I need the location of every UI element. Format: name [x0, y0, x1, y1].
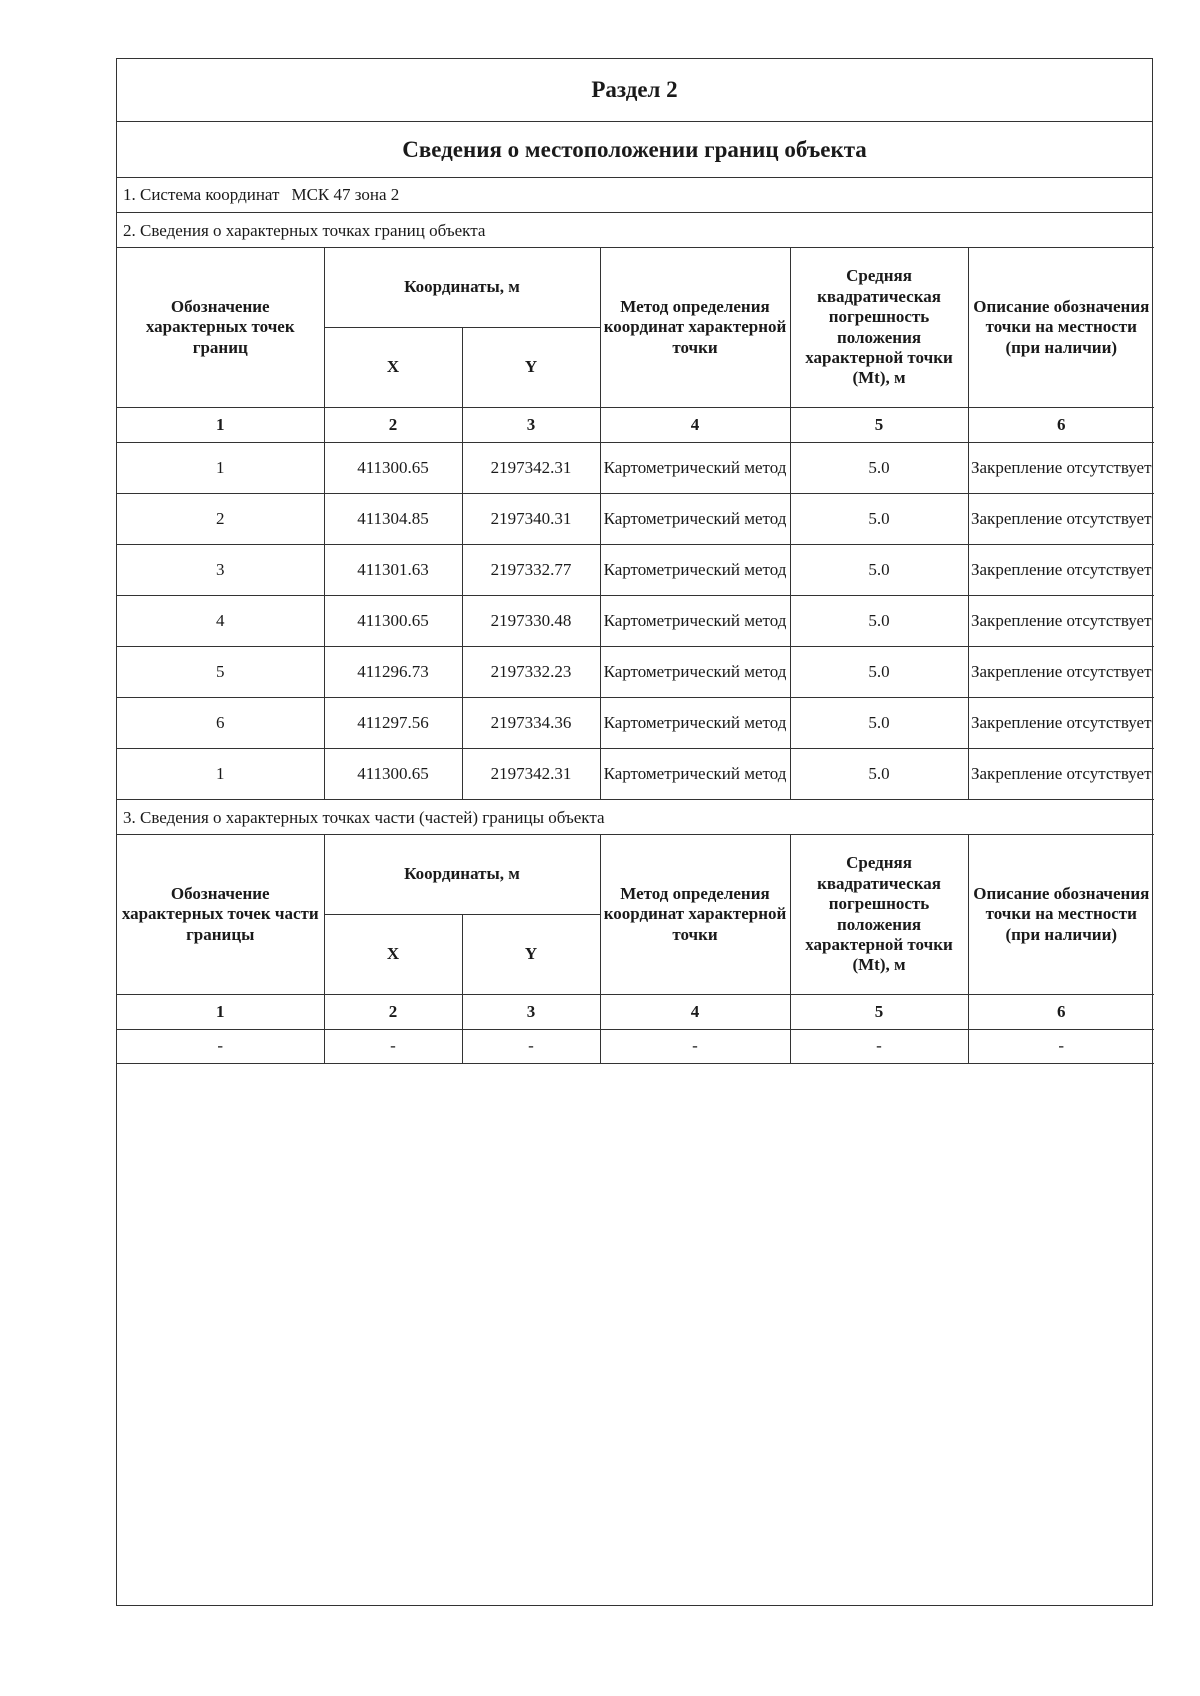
error-cell: 5.0	[790, 698, 968, 749]
coord-system-value: МСК 47 зона 2	[291, 185, 400, 204]
point-id-cell: 2	[117, 494, 324, 545]
x-coordinate-cell: 411300.65	[324, 749, 462, 800]
table-row	[117, 749, 1154, 800]
col-number: 3	[462, 995, 600, 1030]
x-coordinate-cell: 411300.65	[324, 443, 462, 494]
description-cell: Закрепление отсутствует	[968, 749, 1154, 800]
method-cell: Картометрический метод	[600, 596, 790, 647]
header-method: Метод определения координат характерной точки	[600, 248, 790, 408]
empty-cell: -	[790, 1030, 968, 1064]
x-coordinate-cell: 411301.63	[324, 545, 462, 596]
point-id-cell: 4	[117, 596, 324, 647]
col-number: 6	[968, 995, 1154, 1030]
header-designation: Обозначение характерных точек границ	[117, 248, 324, 408]
boundary-points-table	[117, 247, 1154, 800]
header-error: Средняя квадратическая погрешность положения характерной точки (Mt), м	[790, 248, 968, 408]
x-coordinate-cell: 411300.65	[324, 596, 462, 647]
method-cell: Картометрический метод	[600, 494, 790, 545]
y-coordinate-cell: 2197342.31	[462, 443, 600, 494]
header-description: Описание обозначения точки на местности (при наличии)	[968, 835, 1154, 995]
y-coordinate-cell: 2197330.48	[462, 596, 600, 647]
header-y: Y	[462, 915, 600, 995]
col-number: 1	[117, 408, 324, 443]
coord-system-label: 1. Система координат	[123, 185, 280, 204]
method-cell: Картометрический метод	[600, 545, 790, 596]
description-cell: Закрепление отсутствует	[968, 596, 1154, 647]
method-cell: Картометрический метод	[600, 443, 790, 494]
error-cell: 5.0	[790, 749, 968, 800]
method-cell: Картометрический метод	[600, 698, 790, 749]
table-row	[117, 647, 1154, 698]
col-number: 2	[324, 995, 462, 1030]
error-cell: 5.0	[790, 647, 968, 698]
description-cell: Закрепление отсутствует	[968, 698, 1154, 749]
y-coordinate-cell: 2197332.23	[462, 647, 600, 698]
error-cell: 5.0	[790, 443, 968, 494]
col-number: 1	[117, 995, 324, 1030]
points-heading: 2. Сведения о характерных точках границ объекта	[123, 220, 486, 240]
x-coordinate-cell: 411297.56	[324, 698, 462, 749]
parts-heading: 3. Сведения о характерных точках части (частей) границы объекта	[123, 807, 605, 827]
description-cell: Закрепление отсутствует	[968, 545, 1154, 596]
table-row	[117, 596, 1154, 647]
header-coordinates: Координаты, м	[324, 248, 600, 328]
document-title: Сведения о местоположении границ объекта	[117, 122, 1152, 178]
point-id-cell: 6	[117, 698, 324, 749]
description-cell: Закрепление отсутствует	[968, 647, 1154, 698]
method-cell: Картометрический метод	[600, 749, 790, 800]
description-cell: Закрепление отсутствует	[968, 494, 1154, 545]
empty-cell: -	[462, 1030, 600, 1064]
column-numbers-row	[117, 408, 1154, 443]
header-x: X	[324, 915, 462, 995]
point-id-cell: 5	[117, 647, 324, 698]
empty-cell: -	[968, 1030, 1154, 1064]
point-id-cell: 3	[117, 545, 324, 596]
section-heading: Раздел 2	[117, 59, 1152, 122]
header-method: Метод определения координат характерной точки	[600, 835, 790, 995]
empty-cell: -	[600, 1030, 790, 1064]
empty-cell: -	[117, 1030, 324, 1064]
col-number: 2	[324, 408, 462, 443]
table-row	[117, 494, 1154, 545]
empty-cell: -	[324, 1030, 462, 1064]
x-coordinate-cell: 411296.73	[324, 647, 462, 698]
table-row	[117, 443, 1154, 494]
table-row	[117, 1030, 1154, 1064]
error-cell: 5.0	[790, 494, 968, 545]
col-number: 5	[790, 408, 968, 443]
column-numbers-row	[117, 995, 1154, 1030]
col-number: 5	[790, 995, 968, 1030]
x-coordinate-cell: 411304.85	[324, 494, 462, 545]
header-coordinates: Координаты, м	[324, 835, 600, 915]
header-designation: Обозначение характерных точек части границы	[117, 835, 324, 995]
document-page	[116, 58, 1153, 1606]
y-coordinate-cell: 2197332.77	[462, 545, 600, 596]
points-table-body	[117, 443, 1154, 800]
description-cell: Закрепление отсутствует	[968, 443, 1154, 494]
col-number: 4	[600, 408, 790, 443]
part-points-table	[117, 834, 1154, 1064]
header-x: X	[324, 328, 462, 408]
error-cell: 5.0	[790, 545, 968, 596]
header-y: Y	[462, 328, 600, 408]
y-coordinate-cell: 2197340.31	[462, 494, 600, 545]
y-coordinate-cell: 2197334.36	[462, 698, 600, 749]
error-cell: 5.0	[790, 596, 968, 647]
table-row	[117, 545, 1154, 596]
header-description: Описание обозначения точки на местности (при наличии)	[968, 248, 1154, 408]
col-number: 4	[600, 995, 790, 1030]
header-error: Средняя квадратическая погрешность положения характерной точки (Mt), м	[790, 835, 968, 995]
col-number: 3	[462, 408, 600, 443]
table-row	[117, 698, 1154, 749]
col-number: 6	[968, 408, 1154, 443]
method-cell: Картометрический метод	[600, 647, 790, 698]
point-id-cell: 1	[117, 443, 324, 494]
point-id-cell: 1	[117, 749, 324, 800]
y-coordinate-cell: 2197342.31	[462, 749, 600, 800]
coord-system-line	[117, 178, 1152, 213]
